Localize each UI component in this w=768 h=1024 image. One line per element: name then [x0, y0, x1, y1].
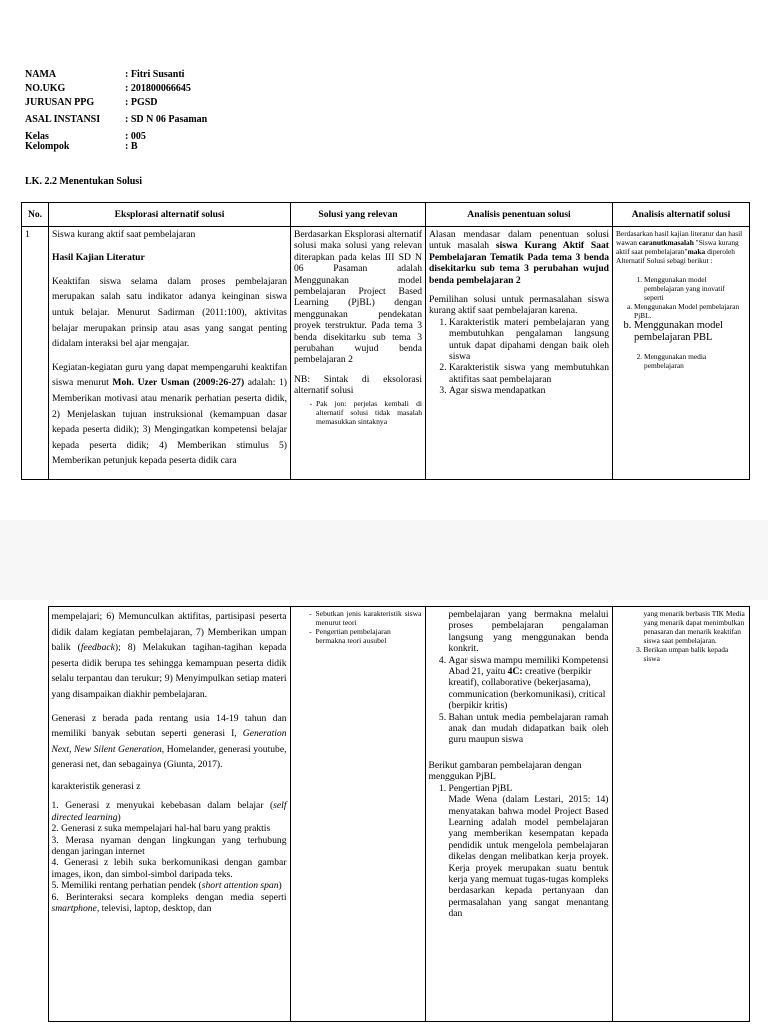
jurusan-value: : PGSD	[125, 97, 158, 108]
solusi-paragraph: Berdasarkan Eksplorasi alternatif solusi maka solusi yang relevan diterapkan pada kelas III SD N 06 Pasaman adalah Menggunakan model pembelajaran Project Based Learning (PjBL) dengan menggunakan pendekatan proyek terstruktur. Pada tema 3 benda disekitarku sub tema 3 perubahan wujud benda pembelajaran 2	[294, 229, 422, 366]
alternatif-intro: Berdasarkan hasil kajian literatur dan hasil wawan caranutkmasalah "Siswa kurang aktif saat pembelajaran"maka diperoleh Alternatif Solusi sebagi berikut :	[616, 229, 743, 265]
karakteristik-item-1: 1. Generasi z menyukai kebebasan dalam belajar (self directed learning)	[51, 800, 287, 823]
cell-no-empty	[21, 607, 48, 1022]
cell-analisis-alternatif	[613, 227, 750, 480]
cell-solusi	[291, 227, 426, 480]
solusi-cont-item-2: - Pengertian pembelajaran bermakna teori ausubel	[316, 627, 422, 645]
karakteristik-list	[52, 800, 287, 914]
alternatif-sub-a: a. Menggunakan Model pembelajaran PjBL.	[634, 302, 746, 320]
lk-title: LK. 2.2 Menentukan Solusi	[25, 176, 142, 187]
karakteristik-item-3: 3. Merasa nyaman dengan lingkungan yang terhubung dengan jaringan internet	[51, 834, 287, 857]
instansi-label: ASAL INSTANSI	[25, 114, 101, 125]
solusi-nb-list	[294, 399, 422, 426]
alternatif-cont-list	[616, 645, 746, 663]
cell-analisis-penentuan-cont	[425, 607, 612, 1022]
penentuan-item-4: 4. Agar siswa mampu memiliki Kompetensi Abad 21, yaitu 4C: creative (berpikir kreatif), collaborative (bekerjasama), communication (berkomunikasi), critical (berpikir kritis)	[449, 655, 609, 712]
alternatif-item-2: 2. Menggunakan media pembelajaran	[644, 352, 746, 370]
alternatif-item-3: 3. Berikan umpan balik kepada siswa	[644, 645, 746, 663]
alternatif-cont-text: yang menarik berbasis TIK Media yang menarik dapat menimbulkan penasaran dan menarik keaktifan siswa saat pembelajaran.	[643, 609, 745, 645]
penentuan-item-1: 1. Karakteristik materi pembelajaran yang membutuhkan pengalaman langsung untuk dapat dipahami dengan baik oleh siswa	[449, 317, 609, 363]
penentuan-paragraph-2: Pemilihan solusi untuk permasalahan siswa kurang aktif saat pembelajaran karena.	[429, 294, 609, 317]
karakteristik-item-2: 2. Generasi z suka mempelajari hal-hal baru yang praktis	[51, 823, 271, 835]
penentuan-item-3: 3. Agar siswa mendapatkan	[449, 385, 609, 396]
pjbl-item-1: 1. Pengertian PjBL Made Wena (dalam Lestari, 2015: 14) menyatakan bahwa model Project Based Learning adalah model pembelajaran yang memberikan kesempatan kepada pendidik untuk mengelola pembelajaran dikelas dengan melibatkan kerja proyek. Kerja proyek merupakan suatu bentuk kerja yang memuat tugas-tugas kompleks berdasarkan kepada pertanyaan dan permasalahan yang sangat menantang dan	[449, 783, 609, 920]
alternatif-list	[616, 275, 746, 370]
karakteristik-item-6: 6. Berinteraksi secara kompleks dengan media seperti smartphone, televisi, laptop, desktop, dan	[51, 891, 287, 914]
eksplorasi-cont-paragraph: mempelajari; 6) Memunculkan aktifitas, partisipasi peserta didik dalam kegiatan pembelajaran, 7) Memberikan umpan balik (feedback); 8) Melakukan tagihan-tagihan kepada peserta didik berupa tes sehingga kemampuan peserta didik selalu terpantau dan terukur; 9) Menyimpulkan setiap materi yang disampaikan diakhir pembelajaran.	[51, 611, 287, 700]
header-no: No.	[22, 203, 49, 227]
cell-solusi-cont	[290, 607, 425, 1022]
pjbl-list	[429, 783, 609, 920]
generasi-z-paragraph: Generasi z berada pada rentang usia 14-19 tahun dan memiliki banyak sebutan seperti generasi I, Generation Next, New Silent Generation, Homelander, generasi youtube, generasi net, dan sebagainya (Giunta, 2017).	[51, 712, 287, 771]
identity-header	[25, 68, 207, 152]
kelompok-value: : B	[125, 141, 138, 152]
solusi-cont-list	[294, 609, 422, 645]
page-gap	[0, 520, 768, 600]
alternatif-sublist	[620, 302, 746, 344]
eksplorasi-paragraph-1: Keaktifan siswa selama dalam proses pembelajaran merupakan salah satu indikator adanya keinginan siswa untuk belajar. Menurut Sadirman (2011:100), aktivitas belajar merupakan prinsip atau asas yang sangat penting didalam interaksi bel ajar mengajar.	[52, 275, 287, 350]
solution-table	[21, 202, 750, 480]
eksplorasi-paragraph-2: Kegiatan-kegiatan guru yang dapat mempengaruhi keaktifan siswa menurut Moh. Uzer Usman (2009:26-27) adalah: 1) Memberikan motivasi atau menarik perhatian peserta didik, 2) Menjelaskan tujuan instruksional (kemampuan dasar kepada peserta didik); 3) Mengingatkan kompetensi belajar kepada peserta didik; 4) Memberikan stimulus 5) Memberikan petunjuk kepada peserta didik cara	[52, 361, 287, 467]
eksplorasi-problem: Siswa kurang aktif saat pembelajaran	[52, 229, 196, 240]
penentuan-item-5: 5. Bahan untuk media pembelajaran ramah anak dan mudah didapatkan baik oleh guru maupun siswa	[449, 712, 609, 746]
karakteristik-item-5: 5. Memiliki rentang perhatian pendek (short attention span)	[51, 880, 282, 892]
alternatif-sub-b: b. Menggunakan model pembelajaran PBL	[634, 320, 746, 344]
karakteristik-item-4: 4. Generasi z lebih suka berkomunikasi dengan gambar images, ikon, dan simbol-simbol daripada teks.	[51, 857, 287, 880]
header-analisis-penentuan: Analisis penentuan solusi	[426, 203, 613, 227]
penentuan-item-2: 2. Karakteristik siswa yang membutuhkan aktifitas saat pembelajaran	[449, 362, 609, 385]
noukg-value: : 201800066645	[125, 83, 191, 94]
kelas-label: Kelas	[25, 131, 49, 142]
kelompok-label: Kelompok	[25, 141, 70, 152]
noukg-label: NO.UKG	[25, 83, 66, 94]
solution-table-continued	[21, 606, 750, 1022]
header-solusi: Solusi yang relevan	[291, 203, 426, 227]
cell-no: 1	[22, 227, 49, 480]
penentuan-cont-text: pembelajaran yang bermakna melalui proses pembelajaran pengalaman langsung yang menggunakan benda konkrit.	[448, 609, 609, 655]
nama-value: : Fitri Susanti	[125, 69, 185, 80]
jurusan-label: JURUSAN PPG	[25, 97, 95, 108]
cell-eksplorasi	[49, 227, 291, 480]
cell-analisis-penentuan	[426, 227, 613, 480]
header-analisis-alternatif: Analisis alternatif solusi	[613, 203, 750, 227]
solusi-nb-item: - Pak jon: perjelas kembali di alternatif solusi tidak masalah memasukkan sintaknya	[316, 399, 422, 426]
header-eksplorasi: Eksplorasi alternatif solusi	[49, 203, 291, 227]
nama-label: NAMA	[25, 69, 57, 80]
kelas-value: : 005	[125, 131, 146, 142]
solusi-cont-item-1: - Sebutkan jenis karakteristik siswa menurut teori	[316, 609, 422, 627]
karakteristik-heading: karakteristik generasi z	[51, 780, 141, 792]
cell-analisis-alternatif-cont	[612, 607, 749, 1022]
pjbl-item-1-text: Made Wena (dalam Lestari, 2015: 14) menyatakan bahwa model Project Based Learning adalah model pembelajaran yang memberikan kesempatan kepada pendidik untuk mengelola pembelajaran dikelas dengan melibatkan kerja proyek. Kerja proyek merupakan suatu bentuk kerja yang memuat tugas-tugas kompleks berdasarkan kepada pertanyaan dan permasalahan yang sangat menantang dan	[448, 794, 609, 920]
cell-eksplorasi-cont	[48, 607, 290, 1022]
pjbl-intro: Berikut gambaran pembelajaran dengan menggukan PjBL	[428, 759, 582, 783]
alternatif-item-1: 1. Menggunakan model pembelajaran yang inovatif seperti a. Menggunakan Model pembelajaran PjBL. b. Menggunakan model pembelajaran PBL	[644, 275, 746, 344]
kajian-literatur-heading: Hasil Kajian Literatur	[52, 252, 145, 264]
penentuan-paragraph-1: Alasan mendasar dalam penentuan solusi untuk masalah siswa Kurang Aktif Saat Pembelajaran Tematik Pada tema 3 benda disekitarku sub tema 3 perubahan wujud benda pembelajaran 2	[429, 229, 609, 286]
penentuan-list	[429, 317, 609, 397]
solusi-nb: NB: Sintak di eksolorasi alternatif solusi	[294, 373, 422, 397]
penentuan-cont-list	[429, 655, 609, 746]
instansi-value: : SD N 06 Pasaman	[125, 114, 208, 125]
